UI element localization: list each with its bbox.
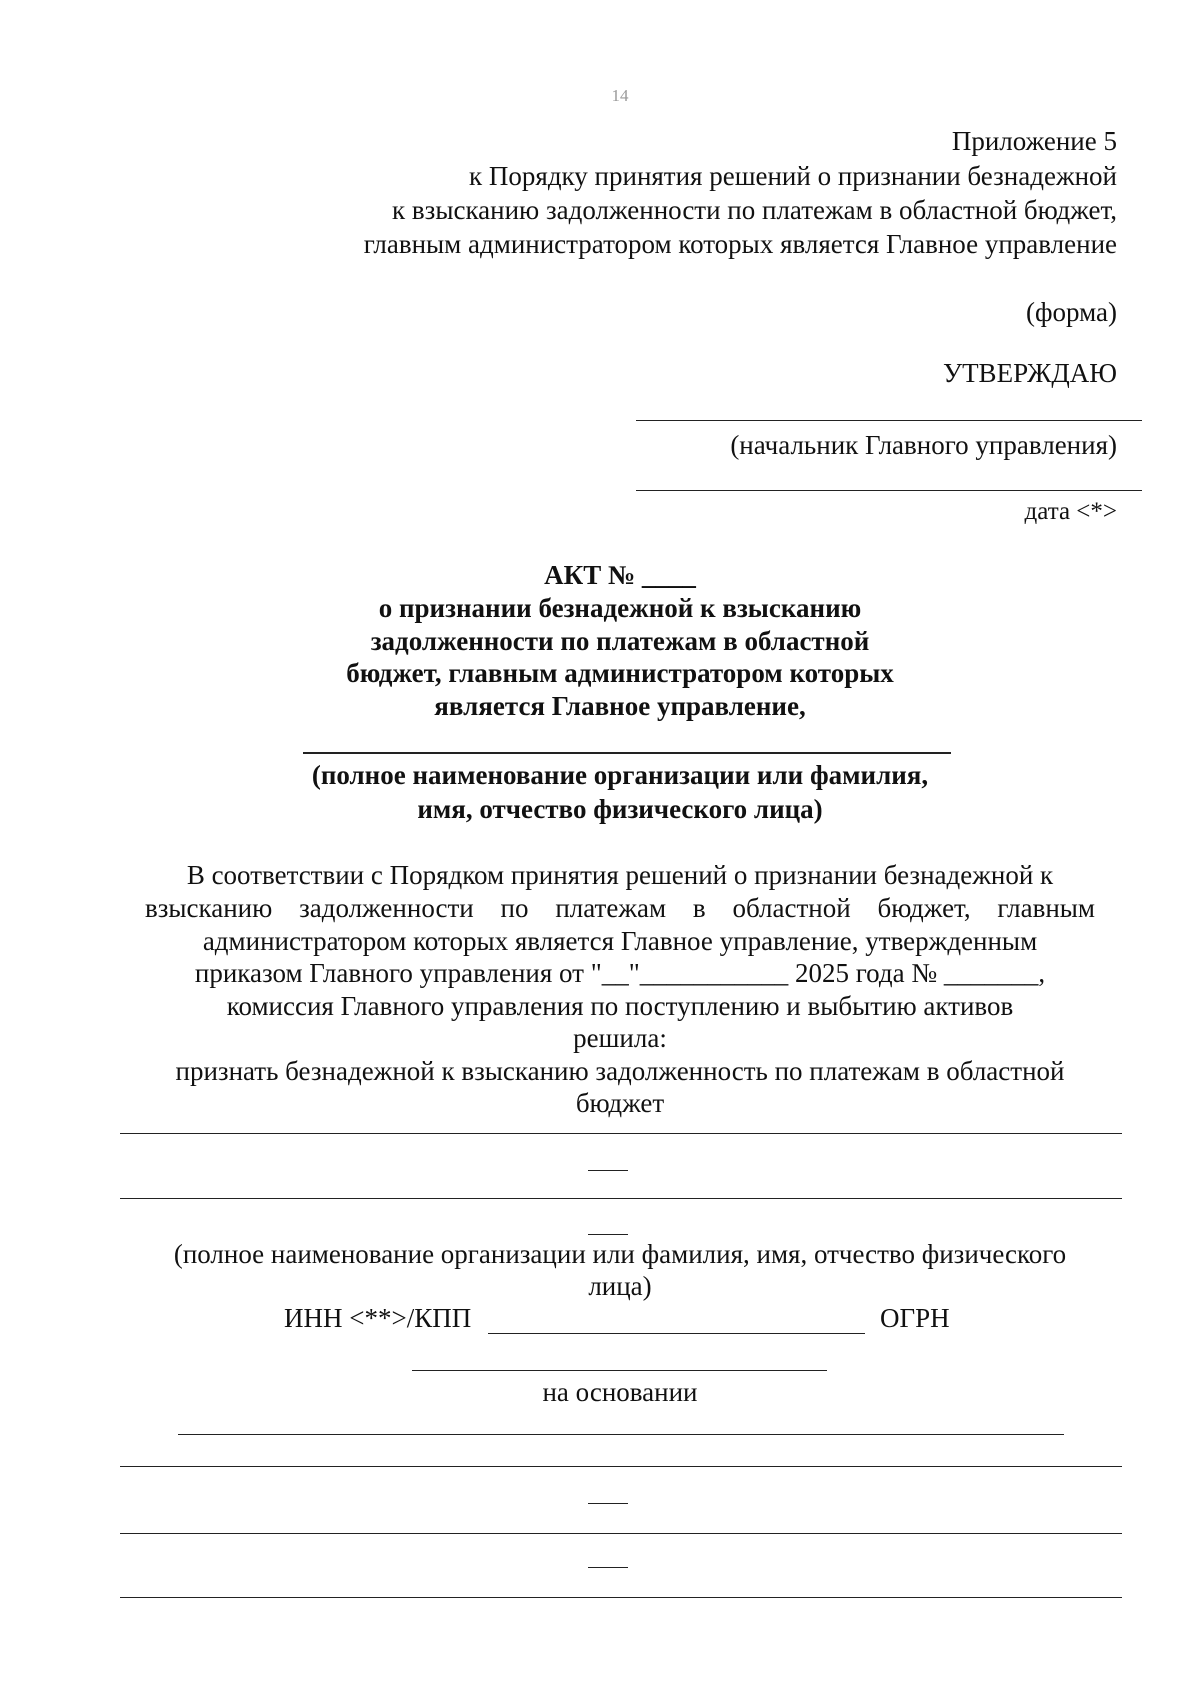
body-line-8: бюджет <box>575 1088 665 1118</box>
basis-line-2-tail <box>588 1503 628 1504</box>
approve-heading: УТВЕРЖДАЮ <box>942 358 1117 388</box>
act-title-line-2: задолженности по платежам в областной <box>370 626 870 656</box>
debt-line-2 <box>120 1198 1122 1199</box>
organization-name-line <box>303 752 951 754</box>
date-line <box>636 490 1142 491</box>
basis-label: на основании <box>542 1377 698 1407</box>
appendix-line-1: Приложение 5 <box>951 126 1117 156</box>
inn-kpp-label: ИНН <**>/КПП <box>284 1303 472 1333</box>
signer-caption: (начальник Главного управления) <box>730 430 1117 460</box>
form-label: (форма) <box>1026 297 1117 327</box>
debt-line-2-tail <box>588 1234 628 1235</box>
appendix-line-3: к взысканию задолженности по платежам в областной бюджет, <box>392 195 1117 225</box>
basis-line-2 <box>120 1466 1122 1467</box>
body-line-2: взысканию задолженности по платежам в областной бюджет, главным <box>145 893 1095 923</box>
debt-line-1-tail <box>588 1170 628 1171</box>
ogrn-line <box>412 1370 827 1371</box>
act-title-line-4: является Главное управление, <box>434 691 806 721</box>
debt-line-1 <box>120 1133 1122 1134</box>
body-line-4: приказом Главного управления от "__"___________ 2025 года № _______, <box>194 958 1046 988</box>
body-line-3: администратором которых является Главное управление, утвержденным <box>202 926 1038 956</box>
page-number: 14 <box>611 86 629 105</box>
body-line-7: признать безнадежной к взысканию задолженность по платежам в областной <box>175 1056 1065 1086</box>
act-title-line-1: о признании безнадежной к взысканию <box>378 593 862 623</box>
basis-line-3-tail <box>588 1567 628 1568</box>
signer-line <box>636 420 1142 421</box>
appendix-line-4: главным администратором которых является Главное управление <box>363 229 1117 259</box>
organization-caption-line-2: имя, отчество физического лица) <box>417 794 823 824</box>
body-line-6: решила: <box>573 1023 667 1053</box>
inn-kpp-line <box>488 1333 865 1334</box>
appendix-line-2: к Порядку принятия решений о признании безнадежной <box>469 161 1117 191</box>
body-line-1: В соответствии с Порядком принятия решений о признании безнадежной к <box>186 860 1054 890</box>
date-caption: дата <*> <box>1024 498 1117 525</box>
body-line-5: комиссия Главного управления по поступлению и выбытию активов <box>226 991 1014 1021</box>
basis-line-1 <box>178 1434 1064 1435</box>
act-title-line-3: бюджет, главным администратором которых <box>346 658 894 688</box>
ogrn-label: ОГРН <box>880 1303 950 1333</box>
basis-line-4 <box>120 1597 1122 1598</box>
act-number: АКТ № ____ <box>544 560 696 590</box>
basis-line-3 <box>120 1533 1122 1534</box>
debtor-caption-line-1: (полное наименование организации или фамилия, имя, отчество физического <box>173 1239 1067 1269</box>
organization-caption-line-1: (полное наименование организации или фамилия, <box>311 760 929 790</box>
debtor-caption-line-2: лица) <box>588 1271 652 1301</box>
